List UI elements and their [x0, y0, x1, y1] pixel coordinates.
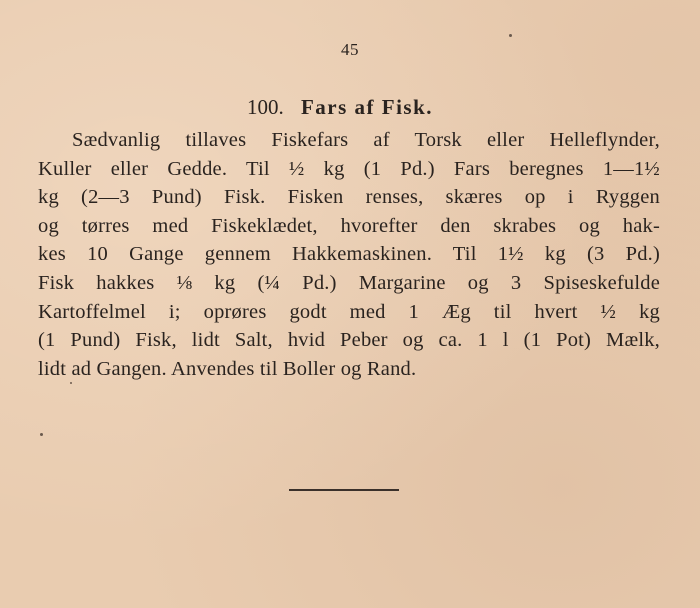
page-number: 45: [341, 40, 359, 59]
recipe-line: Sædvanlig tillaves Fiskefars af Torsk eller Helleflynder,: [72, 129, 660, 151]
recipe-body: [38, 126, 660, 383]
recipe-line: og tørres med Fiskeklædet, hvorefter den skrabes og hak-: [38, 214, 660, 237]
paper-speck: [509, 34, 512, 37]
recipe-line: kes 10 Gange gennem Hakkemaskinen. Til 1½ kg (3 Pd.): [38, 243, 660, 266]
recipe-line: Kuller eller Gedde. Til ½ kg (1 Pd.) Fars beregnes 1—1½: [38, 157, 660, 180]
recipe-line: Kartoffelmel i; oprøres godt med 1 Æg til hvert ½ kg: [38, 300, 660, 323]
recipe-line: kg (2—3 Pund) Fisk. Fisken renses, skæres op i Ryggen: [38, 186, 660, 209]
recipe-heading: [0, 95, 680, 120]
paper-speck: [70, 382, 72, 384]
recipe-title: Fars af Fisk.: [300, 95, 434, 119]
recipe-line: Fisk hakkes ⅛ kg (¼ Pd.) Margarine og 3 Spiseskefulde: [38, 271, 660, 294]
paper-speck: [40, 433, 43, 436]
section-divider: [289, 489, 399, 491]
recipe-line: (1 Pund) Fisk, lidt Salt, hvid Peber og ca. 1 l (1 Pot) Mælk,: [38, 329, 660, 352]
recipe-line: lidt ad Gangen. Anvendes til Boller og Rand.: [38, 357, 417, 380]
recipe-number: 100.: [246, 95, 284, 119]
